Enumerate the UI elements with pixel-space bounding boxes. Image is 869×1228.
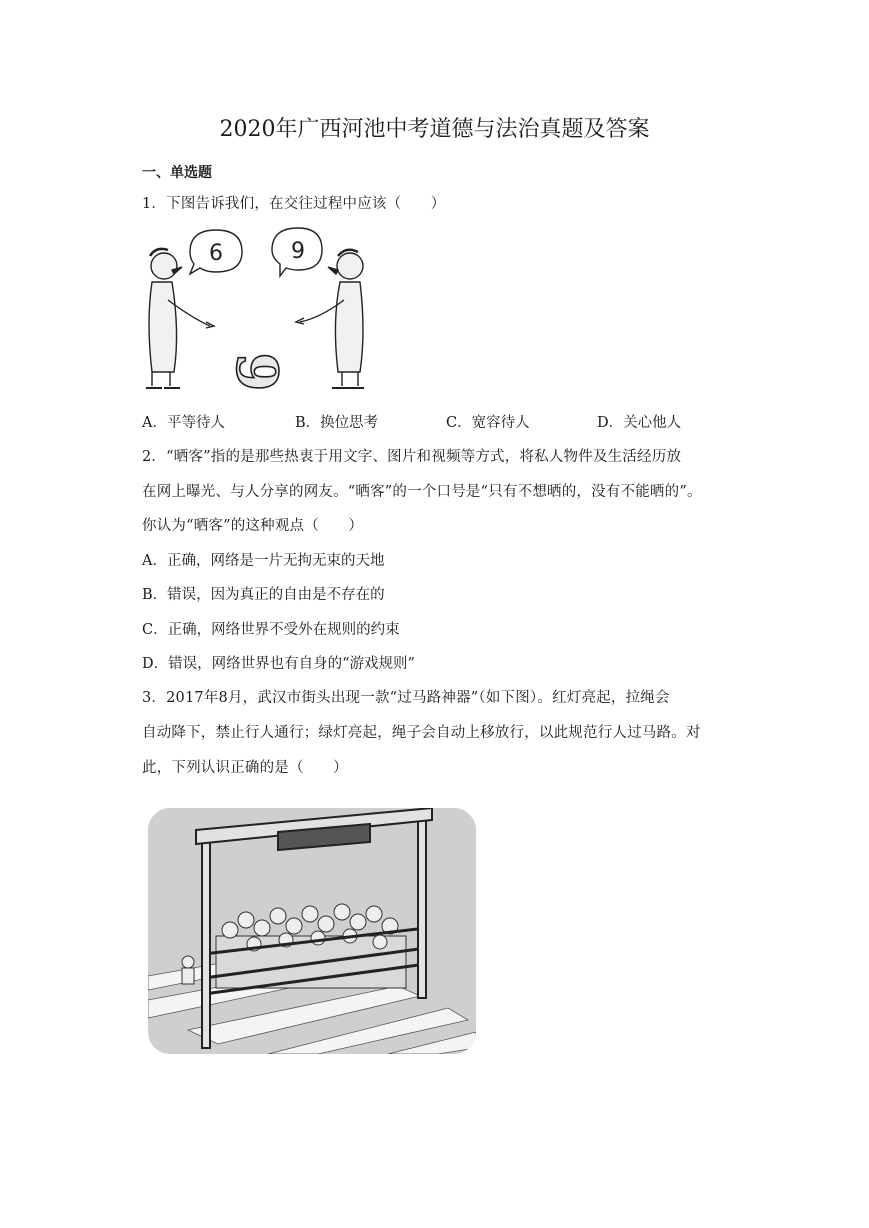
q1-option-a: A．平等待人 <box>142 415 225 431</box>
q3-illustration <box>148 808 476 1054</box>
q3-stem-line-3: 此，下列认识正确的是（ ） <box>142 760 348 776</box>
q2-option-c: C．正确，网络世界不受外在规则的约束 <box>142 622 400 638</box>
q1-stem: 1．下图告诉我们，在交往过程中应该（ ） <box>142 196 446 212</box>
floor-number: 6 <box>226 352 292 392</box>
q1-illustration <box>142 222 370 394</box>
q1-option-c: C．宽容待人 <box>446 415 530 431</box>
q2-option-d: D．错误，网络世界也有自身的“游戏规则” <box>142 656 415 672</box>
left-bubble-text: 6 <box>209 241 223 266</box>
page-title: 2020年广西河池中考道德与法治真题及答案 <box>219 117 650 142</box>
q2-option-a: A．正确，网络是一片无拘无束的天地 <box>142 553 385 569</box>
q2-option-b: B．错误，因为真正的自由是不存在的 <box>142 587 385 603</box>
q3-stem-line-1: 3．2017年8月，武汉市街头出现一款“过马路神器”（如下图）。红灯亮起，拉绳会 <box>142 690 670 706</box>
q1-option-d: D．关心他人 <box>597 415 682 431</box>
q1-option-b: B．换位思考 <box>295 415 379 431</box>
q2-stem-line-2: 在网上曝光、与人分享的网友。“晒客”的一个口号是“只有不想晒的，没有不能晒的”。 <box>142 484 702 500</box>
right-bubble-text: 9 <box>291 239 305 264</box>
q2-stem-line-3: 你认为“晒客”的这种观点（ ） <box>142 518 364 534</box>
section-heading: 一、单选题 <box>142 165 212 181</box>
q2-stem-line-1: 2．“晒客”指的是那些热衷于用文字、图片和视频等方式，将私人物件及生活经历放 <box>142 449 682 465</box>
left-speech-bubble <box>190 230 242 274</box>
q3-stem-line-2: 自动降下，禁止行人通行；绿灯亮起，绳子会自动上移放行，以此规范行人过马路。对 <box>142 725 701 741</box>
